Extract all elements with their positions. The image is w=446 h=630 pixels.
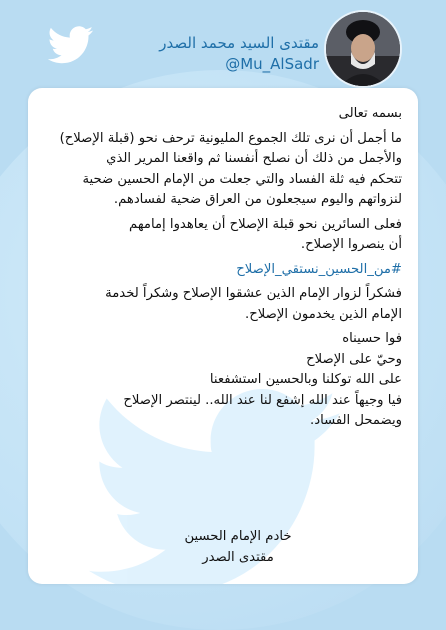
- tweet-paragraph-1: [40, 129, 402, 211]
- signature-line: مقتدى الصدر: [202, 550, 274, 565]
- tweet-line: وحيّ على الإصلاح: [306, 351, 402, 367]
- tweet-line: تتحكم فيه ثلة الفساد والتي جعلت من الإمام الحسين ضحية: [82, 171, 402, 187]
- tweet-paragraph-3: [40, 284, 402, 325]
- tweet-line: أن ينصروا الإصلاح.: [300, 237, 402, 252]
- account-display-name[interactable]: مقتدى السيد محمد الصدر: [159, 34, 319, 52]
- hashtag-link[interactable]: #من_الحسين_نستقي_الإصلاح: [236, 261, 402, 277]
- tweet-body: [40, 104, 402, 436]
- tweet-signature: [178, 526, 298, 568]
- tweet-line: فوا حسيناه: [342, 331, 402, 346]
- tweet-header: [0, 0, 446, 90]
- avatar-image: [326, 12, 400, 86]
- tweet-paragraph-2: [40, 215, 402, 256]
- tweet-line: ويضمحل الفساد.: [310, 413, 402, 428]
- tweet-line: فشكراً لزوار الإمام الذين عشقوا الإصلاح وشكراً لخدمة: [105, 286, 402, 301]
- tweet-paragraph-4: [40, 329, 402, 432]
- tweet-line: على الله توكلنا وبالحسين استشفعنا: [209, 372, 402, 387]
- tweet-card: [28, 88, 418, 584]
- tweet-opening: بسمه تعالى: [338, 106, 402, 121]
- tweet-line: لنزواتهم واليوم سيجعلون من العراق ضحية لفسادهم.: [113, 192, 402, 207]
- tweet-line: فيا وجيهاً عند الله إشفع لنا عند الله.. لينتصر الإصلاح: [123, 392, 402, 408]
- tweet-hashtag-row: [40, 260, 402, 281]
- tweet-line: والأجمل من ذلك أن نصلح أنفسنا ثم واقعنا المرير الذي: [106, 151, 402, 166]
- avatar[interactable]: [326, 12, 400, 86]
- signature-line: خادم الإمام الحسين: [184, 529, 292, 544]
- tweet-line: ما أجمل أن نرى تلك الجموع المليونية ترحف نحو (قبلة الإصلاح): [59, 130, 402, 146]
- tweet-line: الإمام الذين يخدمون الإصلاح.: [245, 306, 402, 322]
- tweet-line: فعلى السائرين نحو قبلة الإصلاح أن يعاهدوا إمامهم: [129, 216, 402, 232]
- account-handle[interactable]: @Mu_AlSadr: [225, 55, 319, 73]
- twitter-bird-icon: [48, 26, 94, 64]
